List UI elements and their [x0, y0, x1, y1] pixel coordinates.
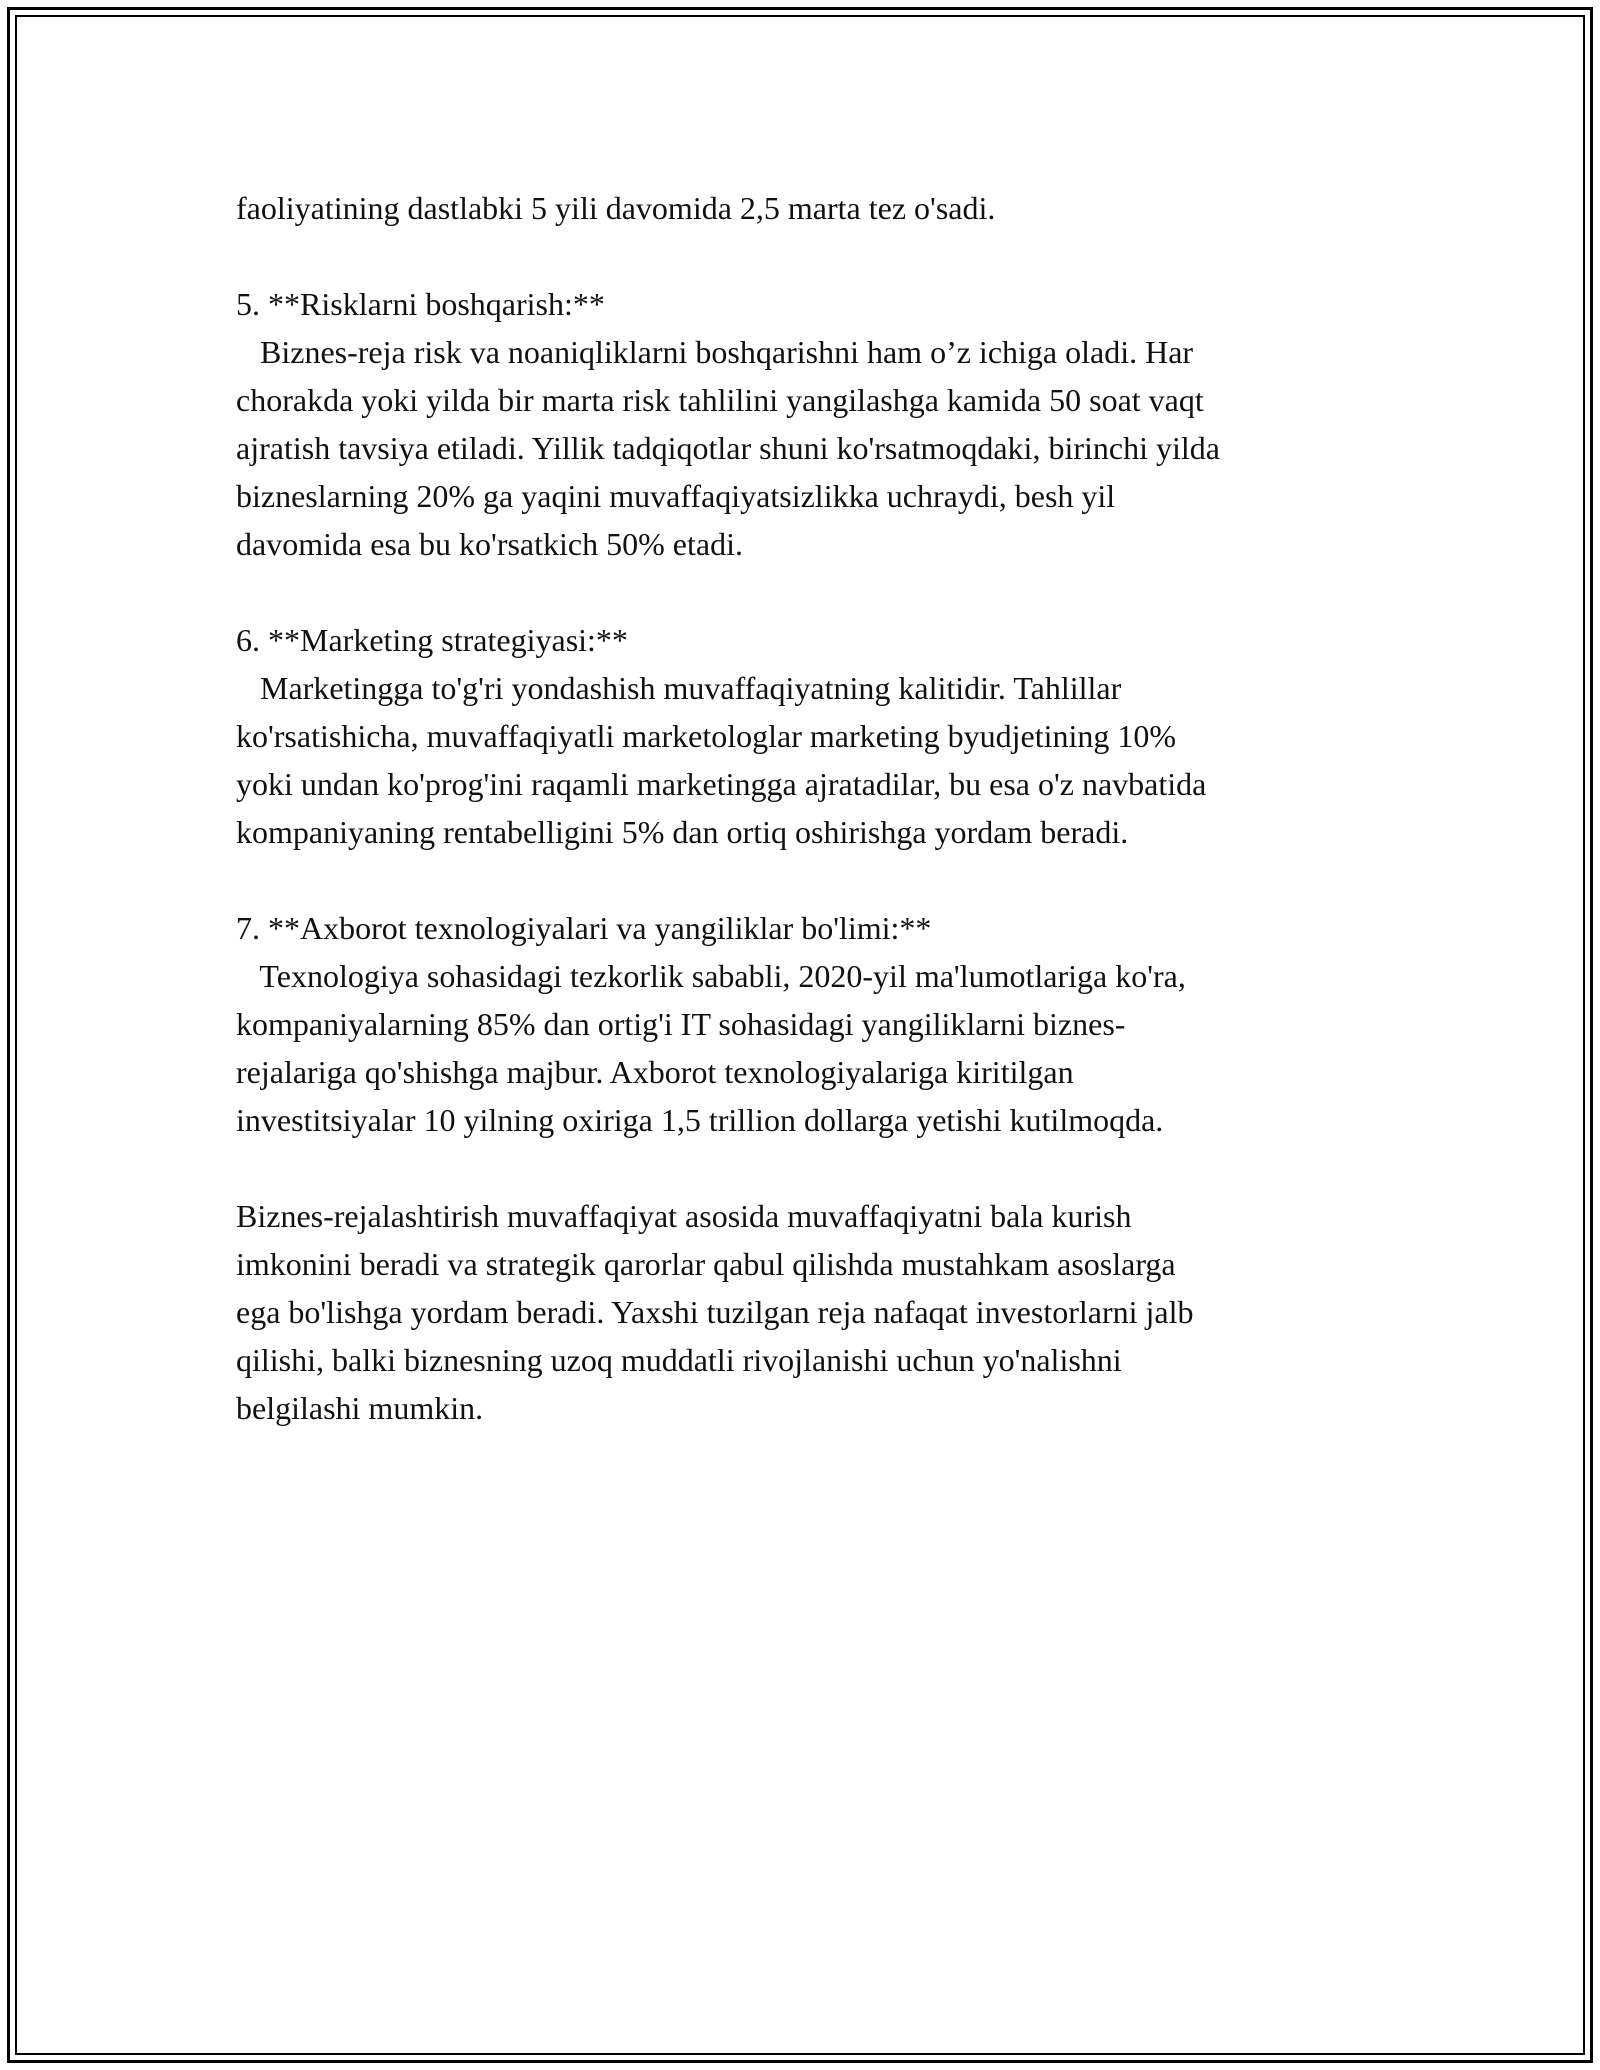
- paragraph-gap: [236, 1144, 1386, 1192]
- conclusion-paragraph: [236, 1192, 1386, 1432]
- section-line: chorakda yoki yilda bir marta risk tahlilini yangilashga kamida 50 soat vaqt: [236, 382, 1204, 418]
- section-heading: 5. **Risklarni boshqarish:**: [236, 286, 605, 322]
- section-line: kompaniyaning rentabelligini 5% dan ortiq oshirishga yordam beradi.: [236, 814, 1129, 850]
- section-line: Biznes-reja risk va noaniqliklarni boshqarishni ham o’z ichiga oladi. Har: [236, 334, 1194, 370]
- section-marketing-strategy: [236, 616, 1386, 856]
- conclusion-line: ega bo'lishga yordam beradi. Yaxshi tuzilgan reja nafaqat investorlarni jalb: [236, 1294, 1194, 1330]
- section-line: ko'rsatishicha, muvaffaqiyatli marketologlar marketing byudjetining 10%: [236, 718, 1177, 754]
- section-line: davomida esa bu ko'rsatkich 50% etadi.: [236, 526, 743, 562]
- conclusion-line: belgilashi mumkin.: [236, 1390, 484, 1426]
- section-line: investitsiyalar 10 yilning oxiriga 1,5 trillion dollarga yetishi kutilmoqda.: [236, 1102, 1164, 1138]
- continuation-line: faoliyatining dastlabki 5 yili davomida 2,5 marta tez o'sadi.: [236, 190, 996, 226]
- section-line: kompaniyalarning 85% dan ortig'i IT sohasidagi yangiliklarni biznes-: [236, 1006, 1126, 1042]
- conclusion-line: qilishi, balki biznesning uzoq muddatli rivojlanishi uchun yo'nalishni: [236, 1342, 1122, 1378]
- section-risk-management: [236, 280, 1386, 568]
- conclusion-line: imkonini beradi va strategik qarorlar qabul qilishda mustahkam asoslarga: [236, 1246, 1176, 1282]
- conclusion-line: Biznes-rejalashtirish muvaffaqiyat asosida muvaffaqiyatni bala kurish: [236, 1198, 1132, 1234]
- section-line: yoki undan ko'prog'ini raqamli marketingga ajratadilar, bu esa o'z navbatida: [236, 766, 1207, 802]
- paragraph-gap: [236, 568, 1386, 616]
- document-body: [236, 184, 1386, 1432]
- section-heading: 7. **Axborot texnologiyalari va yangiliklar bo'limi:**: [236, 910, 932, 946]
- section-line: rejalariga qo'shishga majbur. Axborot texnologiyalariga kiritilgan: [236, 1054, 1074, 1090]
- section-line: bizneslarning 20% ga yaqini muvaffaqiyatsizlikka uchraydi, besh yil: [236, 478, 1116, 514]
- paragraph-gap: [236, 232, 1386, 280]
- section-heading: 6. **Marketing strategiyasi:**: [236, 622, 628, 658]
- paragraph-gap: [236, 856, 1386, 904]
- section-line: Marketingga to'g'ri yondashish muvaffaqiyatning kalitidir. Tahlillar: [236, 670, 1122, 706]
- section-line: ajratish tavsiya etiladi. Yillik tadqiqotlar shuni ko'rsatmoqdaki, birinchi yilda: [236, 430, 1220, 466]
- section-line: Texnologiya sohasidagi tezkorlik sababli, 2020-yil ma'lumotlariga ko'ra,: [236, 958, 1186, 994]
- section-information-technology: [236, 904, 1386, 1144]
